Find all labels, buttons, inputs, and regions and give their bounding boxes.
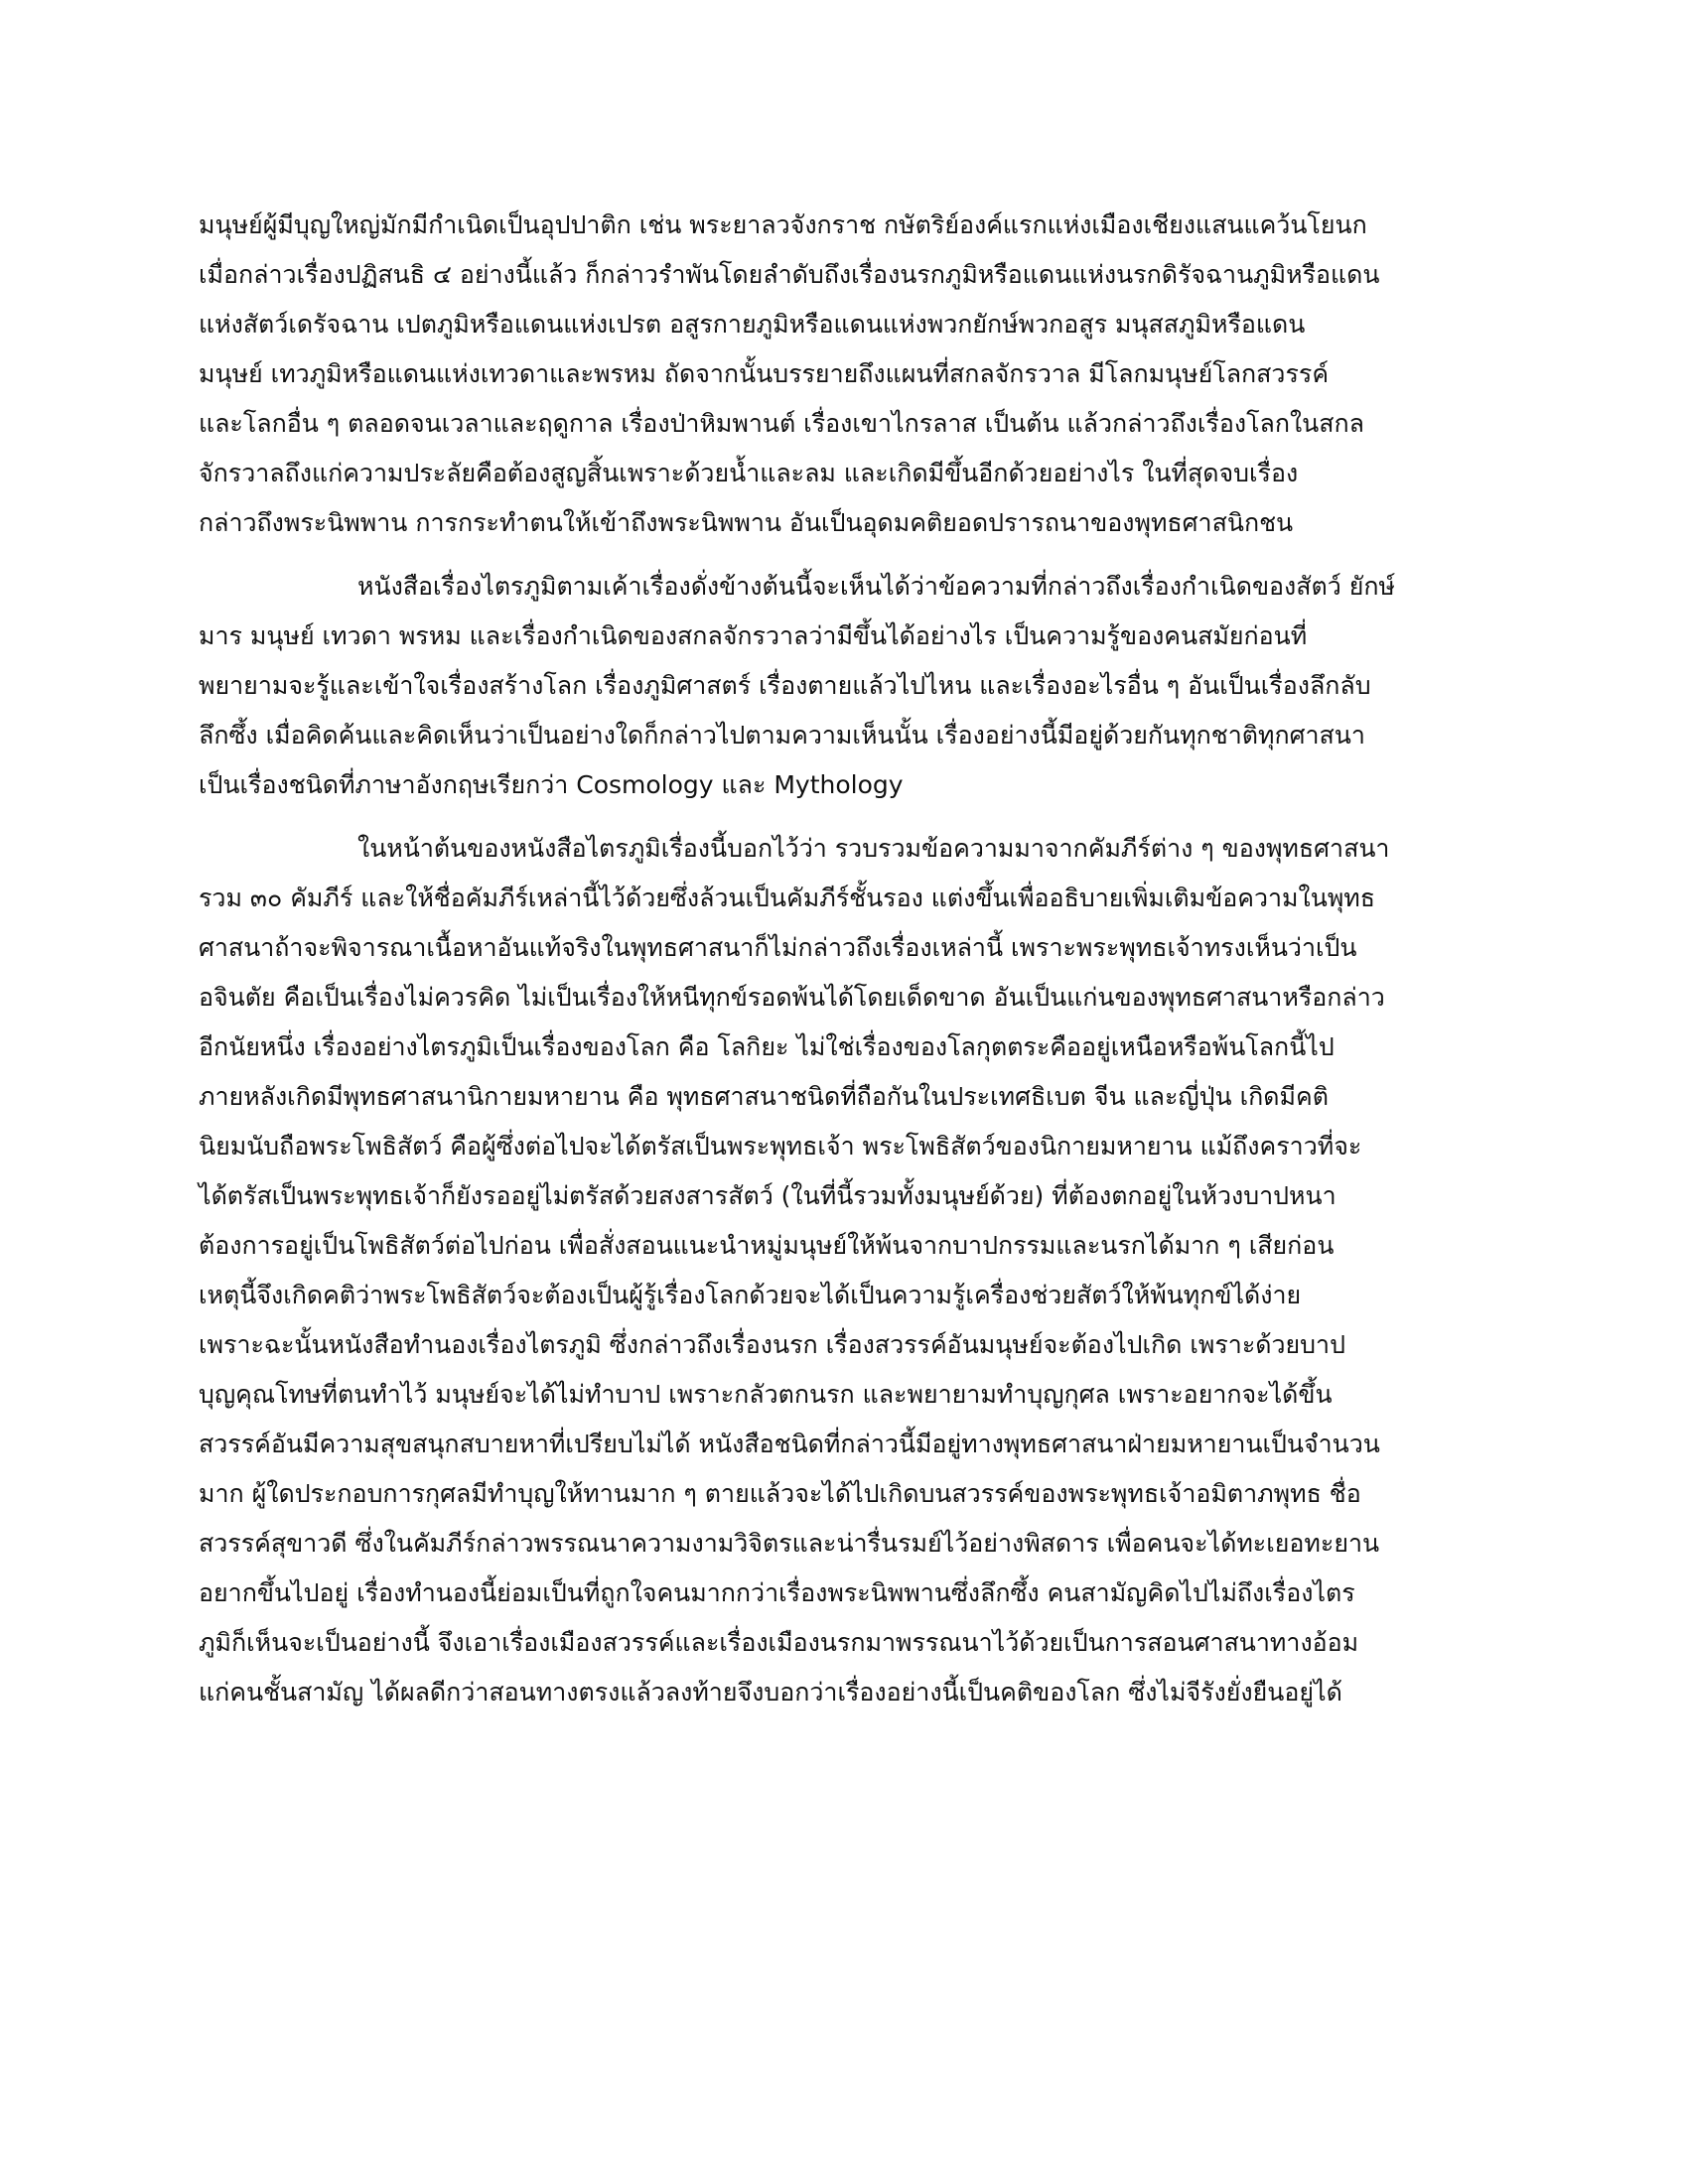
paragraph-spacer xyxy=(199,548,1489,562)
text-line: ต้องการอยู่เป็นโพธิสัตว์ต่อไปก่อน เพื่อสั่งสอนแนะนำหมู่มนุษย์ให้พ้นจากบาปกรรมและนรกได้มาก ๆ เสียก่อน xyxy=(199,1231,1335,1260)
text-line: และโลกอื่น ๆ ตลอดจนเวลาและฤดูกาล เรื่องป่าหิมพานต์ เรื่องเขาไกรลาส เป็นต้น แล้วกล่าวถึงเรื่องโลกในสกล xyxy=(199,409,1364,438)
text-line: มนุษย์ เทวภูมิหรือแดนแห่งเทวดาและพรหม ถัดจากนั้นบรรยายถึงแผนที่สกลจักรวาล มีโลกมนุษย์โลกสวรรค์ xyxy=(199,359,1330,388)
text-line: บุญคุณโทษที่ตนทำไว้ มนุษย์จะได้ไม่ทำบาป เพราะกลัวตกนรก และพยายามทำบุญกุศล เพราะอยากจะได้ขึ้น xyxy=(199,1380,1333,1409)
text-line: สวรรค์สุขาวดี ซึ่งในคัมภีร์กล่าวพรรณนาความงามวิจิตรและน่ารื่นรมย์ไว้อย่างพิสดาร เพื่อคนจะได้ทะเยอทะยาน xyxy=(199,1529,1380,1558)
text-line: เพราะฉะนั้นหนังสือทำนองเรื่องไตรภูมิ ซึ่งกล่าวถึงเรื่องนรก เรื่องสวรรค์อันมนุษย์จะต้องไปเกิด เพราะด้วยบาป xyxy=(199,1330,1345,1359)
paragraph-2 xyxy=(199,562,1489,810)
text-line: ภายหลังเกิดมีพุทธศาสนานิกายมหายาน คือ พุทธศาสนาชนิดที่ถือกันในประเทศธิเบต จีน และญี่ปุ่น เกิดมีคติ xyxy=(199,1082,1329,1111)
text-line: พยายามจะรู้และเข้าใจเรื่องสร้างโลก เรื่องภูมิศาสตร์ เรื่องตายแล้วไปไหน และเรื่องอะไรอื่น ๆ อันเป็นเรื่องลึกลับ xyxy=(199,671,1371,700)
text-line: มนุษย์ผู้มีบุญใหญ่มักมีกำเนิดเป็นอุปปาติก เช่น พระยาลวจังกราช กษัตริย์องค์แรกแห่งเมืองเชียงแสนแคว้นโยนก xyxy=(199,210,1367,239)
text-line: ศาสนาถ้าจะพิจารณาเนื้อหาอันแท้จริงในพุทธศาสนาก็ไม่กล่าวถึงเรื่องเหล่านี้ เพราะพระพุทธเจ้าทรงเห็นว่าเป็น xyxy=(199,933,1357,962)
text-line: จักรวาลถึงแก่ความประลัยคือต้องสูญสิ้นเพราะด้วยน้ำและลม และเกิดมีขึ้นอีกด้วยอย่างไร ในที่สุดจบเรื่อง xyxy=(199,459,1299,487)
text-line: ได้ตรัสเป็นพระพุทธเจ้าก็ยังรออยู่ไม่ตรัสด้วยสงสารสัตว์ (ในที่นี้รวมทั้งมนุษย์ด้วย) ที่ต้องตกอยู่ในห้วงบาปหนา xyxy=(199,1181,1336,1210)
text-line: เป็นเรื่องชนิดที่ภาษาอังกฤษเรียกว่า Cosmology และ Mythology xyxy=(199,770,904,799)
text-line: อจินตัย คือเป็นเรื่องไม่ควรคิด ไม่เป็นเรื่องให้หนีทุกข์รอดพ้นได้โดยเด็ดขาด อันเป็นแก่นของพุทธศาสนาหรือกล่าว xyxy=(199,983,1385,1012)
text-line: สวรรค์อันมีความสุขสนุกสบายหาที่เปรียบไม่ได้ หนังสือชนิดที่กล่าวนี้มีอยู่ทางพุทธศาสนาฝ่ายมหายานเป็นจำนวน xyxy=(199,1430,1380,1458)
paragraph-3 xyxy=(199,824,1489,1717)
text-line: รวม ๓๐ คัมภีร์ และให้ชื่อคัมภีร์เหล่านี้ไว้ด้วยซึ่งล้วนเป็นคัมภีร์ชั้นรอง แต่งขึ้นเพื่ออธิบายเพิ่มเติมข้อความในพุทธ xyxy=(199,884,1376,912)
text-line: มาร มนุษย์ เทวดา พรหม และเรื่องกำเนิดของสกลจักรวาลว่ามีขึ้นได้อย่างไร เป็นความรู้ของคนสมัยก่อนที่ xyxy=(199,621,1308,650)
text-line: อีกนัยหนึ่ง เรื่องอย่างไตรภูมิเป็นเรื่องของโลก คือ โลกิยะ ไม่ใช่เรื่องของโลกุตตระคืออยู่เหนือหรือพ้นโลกนี้ไป xyxy=(199,1032,1335,1061)
text-line: เมื่อกล่าวเรื่องปฏิสนธิ ๔ อย่างนี้แล้ว ก็กล่าวรำพันโดยลำดับถึงเรื่องนรกภูมิหรือแดนแห่งนรกดิรัจฉานภูมิหรือแดน xyxy=(199,260,1380,289)
text-line: อยากขึ้นไปอยู่ เรื่องทำนองนี้ย่อมเป็นที่ถูกใจคนมากกว่าเรื่องพระนิพพานซึ่งลึกซึ้ง คนสามัญคิดไปไม่ถึงเรื่องไตร xyxy=(199,1578,1355,1607)
paragraph-spacer xyxy=(199,810,1489,824)
paragraph-1 xyxy=(199,201,1489,548)
text-line: เหตุนี้จึงเกิดคติว่าพระโพธิสัตว์จะต้องเป็นผู้รู้เรื่องโลกด้วยจะได้เป็นความรู้เครื่องช่วยสัตว์ให้พ้นทุกข์ได้ง่าย xyxy=(199,1281,1302,1309)
text-line: แห่งสัตว์เดรัจฉาน เปตภูมิหรือแดนแห่งเปรต อสูรกายภูมิหรือแดนแห่งพวกยักษ์พวกอสูร มนุสสภูมิหรือแดน xyxy=(199,310,1306,339)
text-line: นิยมนับถือพระโพธิสัตว์ คือผู้ซึ่งต่อไปจะได้ตรัสเป็นพระพุทธเจ้า พระโพธิสัตว์ของนิกายมหายาน แม้ถึงคราวที่จะ xyxy=(199,1132,1362,1160)
text-line: มาก ผู้ใดประกอบการกุศลมีทำบุญให้ทานมาก ๆ ตายแล้วจะได้ไปเกิดบนสวรรค์ของพระพุทธเจ้าอมิตาภพุทธ ชื่อ xyxy=(199,1479,1361,1508)
text-line: แก่คนชั้นสามัญ ได้ผลดีกว่าสอนทางตรงแล้วลงท้ายจึงบอกว่าเรื่องอย่างนี้เป็นคติของโลก ซึ่งไม่จีรังยั่งยืนอยู่ได้ xyxy=(199,1678,1342,1706)
text-line-indented: หนังสือเรื่องไตรภูมิตามเค้าเรื่องดั่งข้างต้นนี้จะเห็นได้ว่าข้อความที่กล่าวถึงเรื่องกำเนิดของสัตว์ ยักษ์ xyxy=(357,572,1395,601)
text-line: ภูมิก็เห็นจะเป็นอย่างนี้ จึงเอาเรื่องเมืองสวรรค์และเรื่องเมืองนรกมาพรรณนาไว้ด้วยเป็นการสอนศาสนาทางอ้อม xyxy=(199,1628,1359,1657)
text-line: ลึกซึ้ง เมื่อคิดค้นและคิดเห็นว่าเป็นอย่างใดก็กล่าวไปตามความเห็นนั้น เรื่องอย่างนี้มีอยู่ด้วยกันทุกชาติทุกศาสนา xyxy=(199,721,1365,750)
text-line-indented: ในหน้าต้นของหนังสือไตรภูมิเรื่องนี้บอกไว้ว่า รวบรวมข้อความมาจากคัมภีร์ต่าง ๆ ของพุทธศาสนา xyxy=(357,834,1390,863)
text-line: กล่าวถึงพระนิพพาน การกระทำตนให้เข้าถึงพระนิพพาน อันเป็นอุดมคติยอดปรารถนาของพุทธศาสนิกชน xyxy=(199,508,1294,537)
